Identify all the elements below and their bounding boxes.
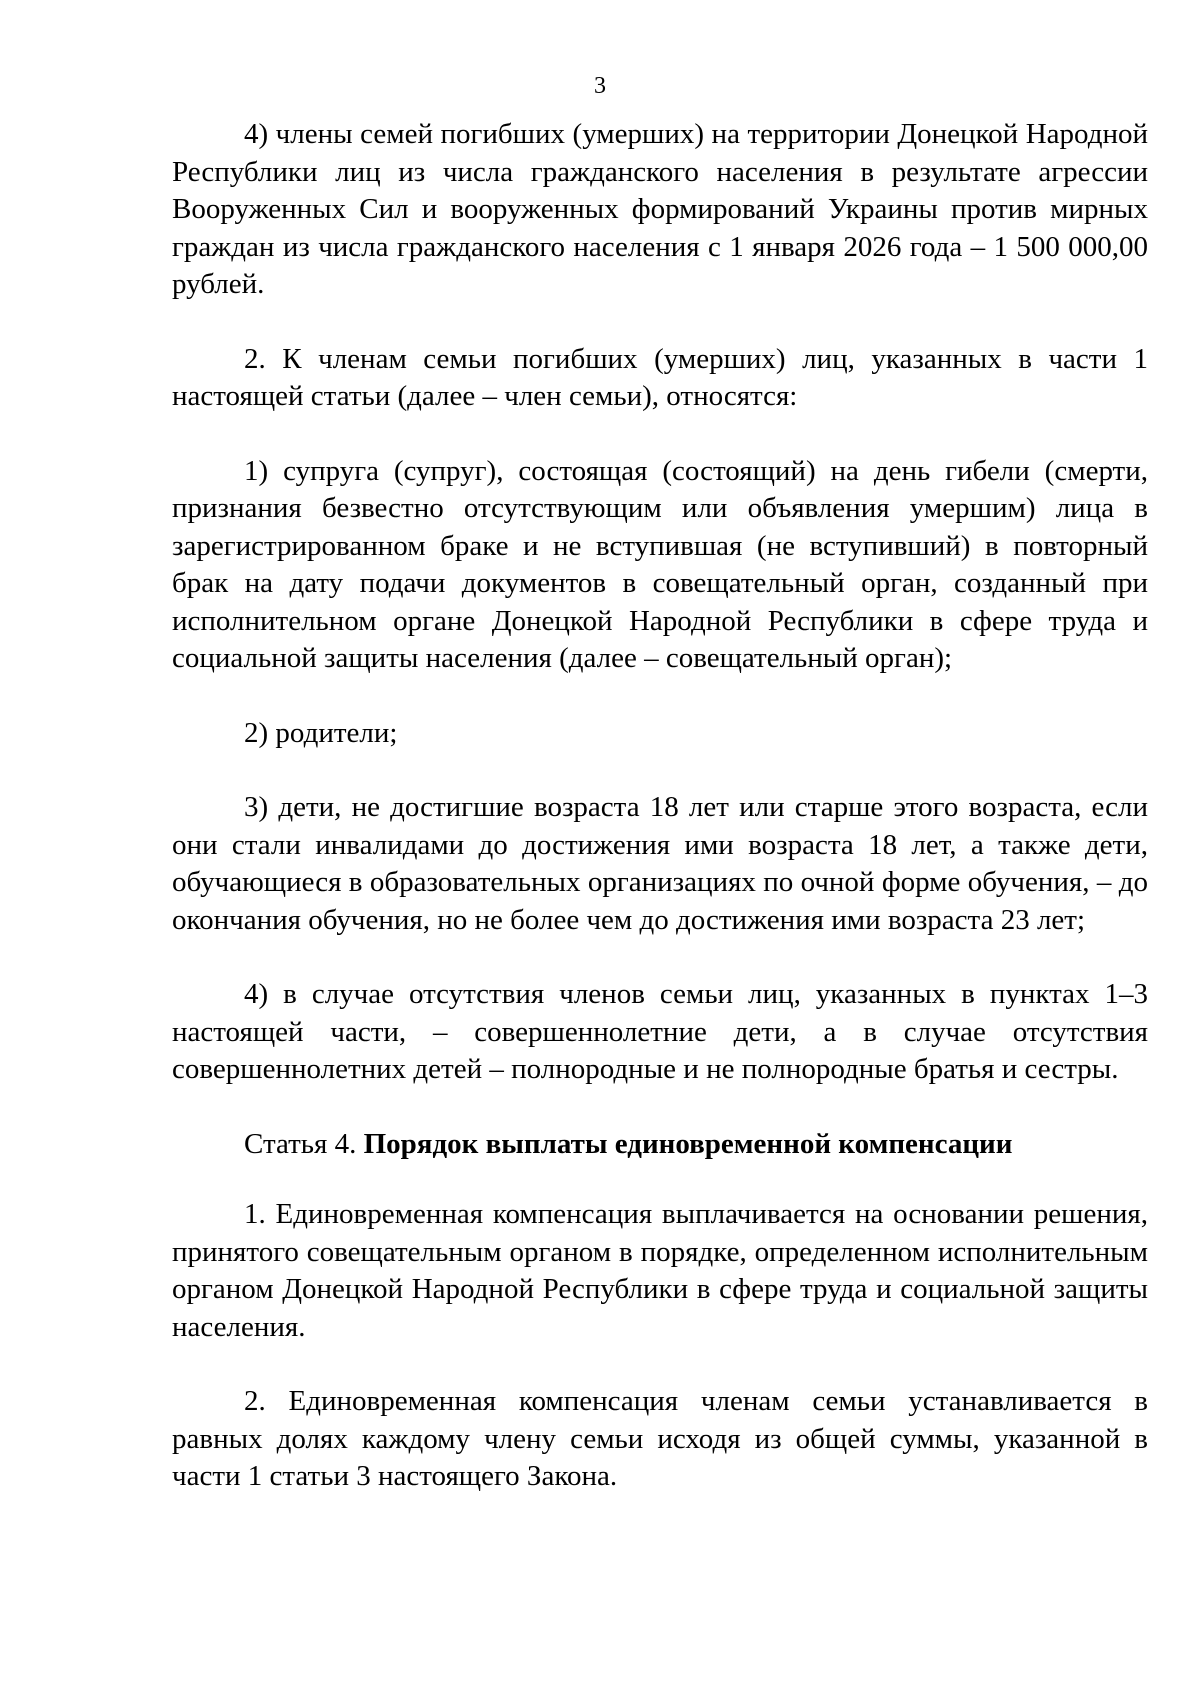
paragraph-item-4-family-members: 4) члены семей погибших (умерших) на территории Донецкой Народной Республики лиц из числа гражданского населения в результате агрессии Вооруженных Сил и вооруженных формирований Украины против мирных граждан из числа гражданского населения с 1 января 2026 года – 1 500 000,00 рублей. [172,118,1148,300]
page-number: 3 [594,73,606,99]
paragraph-item-2-parents: 2) родители; [244,716,398,749]
article-4-title: Порядок выплаты единовременной компенсации [363,1127,1013,1160]
paragraph-article-4-part-1: 1. Единовременная компенсация выплачивается на основании решения, принятого совещательным органом в порядке, определенном исполнительным органом Донецкой Народной Республики в сфере труда и социальной защиты населения. [172,1198,1148,1343]
paragraph-part-2-family-definition: 2. К членам семьи погибших (умерших) лиц, указанных в части 1 настоящей статьи (далее – член семьи), относятся: [172,342,1148,412]
article-4-heading [172,1126,1148,1164]
document-body [172,116,1148,1533]
paragraph-article-4-part-2: 2. Единовременная компенсация членам семьи устанавливается в равных долях каждому члену семьи исходя из общей суммы, указанной в части 1 статьи 3 настоящего Закона. [172,1385,1148,1492]
paragraph-item-4-siblings: 4) в случае отсутствия членов семьи лиц, указанных в пунктах 1–3 настоящей части, – совершеннолетние дети, а в случае отсутствия совершеннолетних детей – полнородные и не полнородные братья и сестры. [172,978,1148,1085]
paragraph-item-1-spouse: 1) супруга (супруг), состоящая (состоящий) на день гибели (смерти, признания безвестно отсутствующим или объявления умершим) лица в зарегистрированном браке и не вступившая (не вступивший) в повторный брак на дату подачи документов в совещательный орган, созданный при исполнительном органе Донецкой Народной Республики в сфере труда и социальной защиты населения (далее – совещательный орган); [172,454,1148,674]
article-4-prefix: Статья 4. [244,1127,364,1160]
paragraph-item-3-children: 3) дети, не достигшие возраста 18 лет или старше этого возраста, если они стали инвалидами до достижения ими возраста 18 лет, а также дети, обучающиеся в образовательных организациях по очной форме обучения, – до окончания обучения, но не более чем до достижения ими возраста 23 лет; [172,791,1148,936]
